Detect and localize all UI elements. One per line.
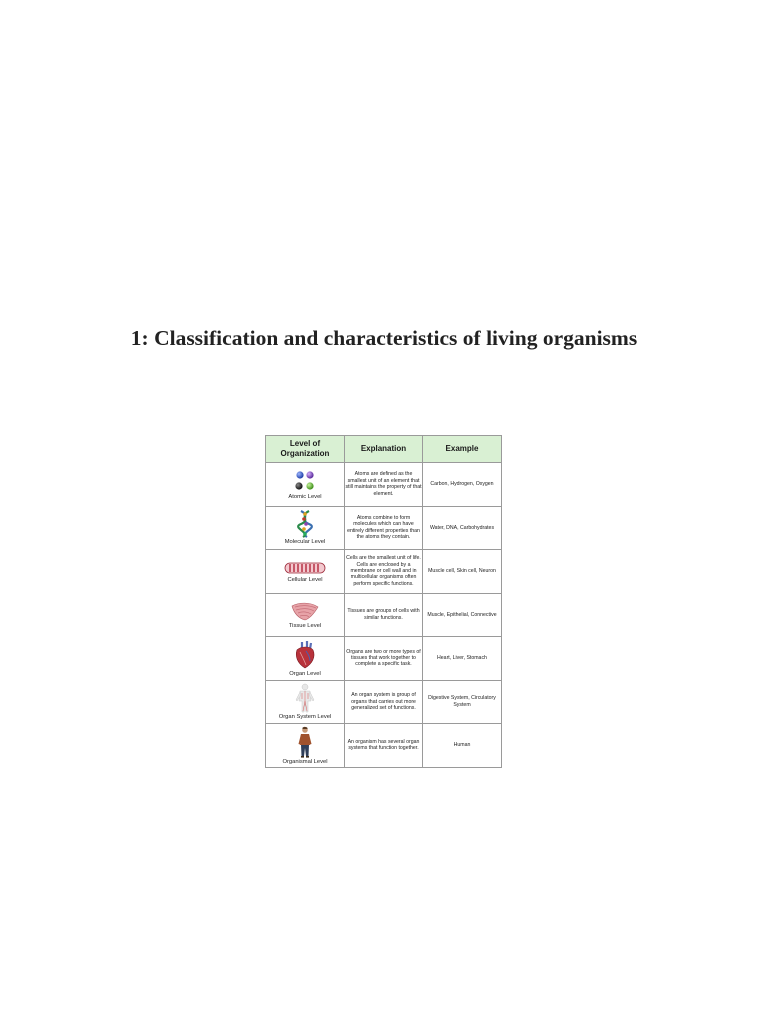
example-cell: Muscle, Epithelial, Connective <box>423 593 502 637</box>
example-cell: Carbon, Hydrogen, Oxygen <box>423 463 502 507</box>
level-name: Atomic Level <box>288 493 322 500</box>
explanation-cell: Tissues are groups of cells with similar functions. <box>345 593 423 637</box>
explanation-cell: Atoms are defined as the smallest unit of an element that still maintains the property of that element. <box>345 463 423 507</box>
levels-table <box>265 435 502 768</box>
organ-system-icon <box>294 683 316 713</box>
table-row <box>266 550 502 594</box>
header-example: Example <box>423 436 502 463</box>
levels-of-organization-figure <box>265 435 501 770</box>
example-cell: Muscle cell, Skin cell, Neuron <box>423 550 502 594</box>
table-row <box>266 463 502 507</box>
table-header-row <box>266 436 502 463</box>
table-row <box>266 506 502 550</box>
example-cell: Digestive System, Circulatory System <box>423 680 502 724</box>
header-level: Level of Organization <box>266 436 345 463</box>
level-cell <box>266 680 345 724</box>
explanation-cell: Organs are two or more types of tissues that work together to complete a specific task. <box>345 637 423 681</box>
explanation-cell: Atoms combine to form molecules which can have entirely different properties than the atoms they contain. <box>345 506 423 550</box>
level-cell <box>266 463 345 507</box>
example-cell: Water, DNA, Carbohydrates <box>423 506 502 550</box>
level-name: Molecular Level <box>284 539 326 546</box>
human-figure-icon <box>296 726 314 758</box>
example-cell: Human <box>423 724 502 768</box>
explanation-cell: Cells are the smallest unit of life. Cells are enclosed by a membrane or cell wall and in multicellular organisms often perform specific functions. <box>345 550 423 594</box>
level-cell <box>266 550 345 594</box>
tissue-icon <box>289 600 321 622</box>
table-row <box>266 724 502 768</box>
table-row <box>266 637 502 681</box>
level-cell <box>266 506 345 550</box>
level-cell <box>266 593 345 637</box>
muscle-cell-icon <box>283 560 327 576</box>
header-explanation: Explanation <box>345 436 423 463</box>
table-row <box>266 593 502 637</box>
example-cell: Heart, Liver, Stomach <box>423 637 502 681</box>
dna-molecule-icon <box>293 510 317 538</box>
level-name: Tissue Level <box>288 623 322 630</box>
level-name: Organ Level <box>289 670 321 677</box>
explanation-cell: An organ system is group of organs that carries out more generalized set of functions. <box>345 680 423 724</box>
level-name: Cellular Level <box>287 576 323 583</box>
level-cell <box>266 724 345 768</box>
table-row <box>266 680 502 724</box>
level-name: Organ System Level <box>278 714 332 721</box>
heart-icon <box>292 640 318 670</box>
explanation-cell: An organism has several organ systems that function together. <box>345 724 423 768</box>
page-title: 1: Classification and characteristics of living organisms <box>130 326 638 350</box>
level-cell <box>266 637 345 681</box>
atoms-icon <box>290 469 320 493</box>
level-name: Organismal Level <box>282 758 328 765</box>
